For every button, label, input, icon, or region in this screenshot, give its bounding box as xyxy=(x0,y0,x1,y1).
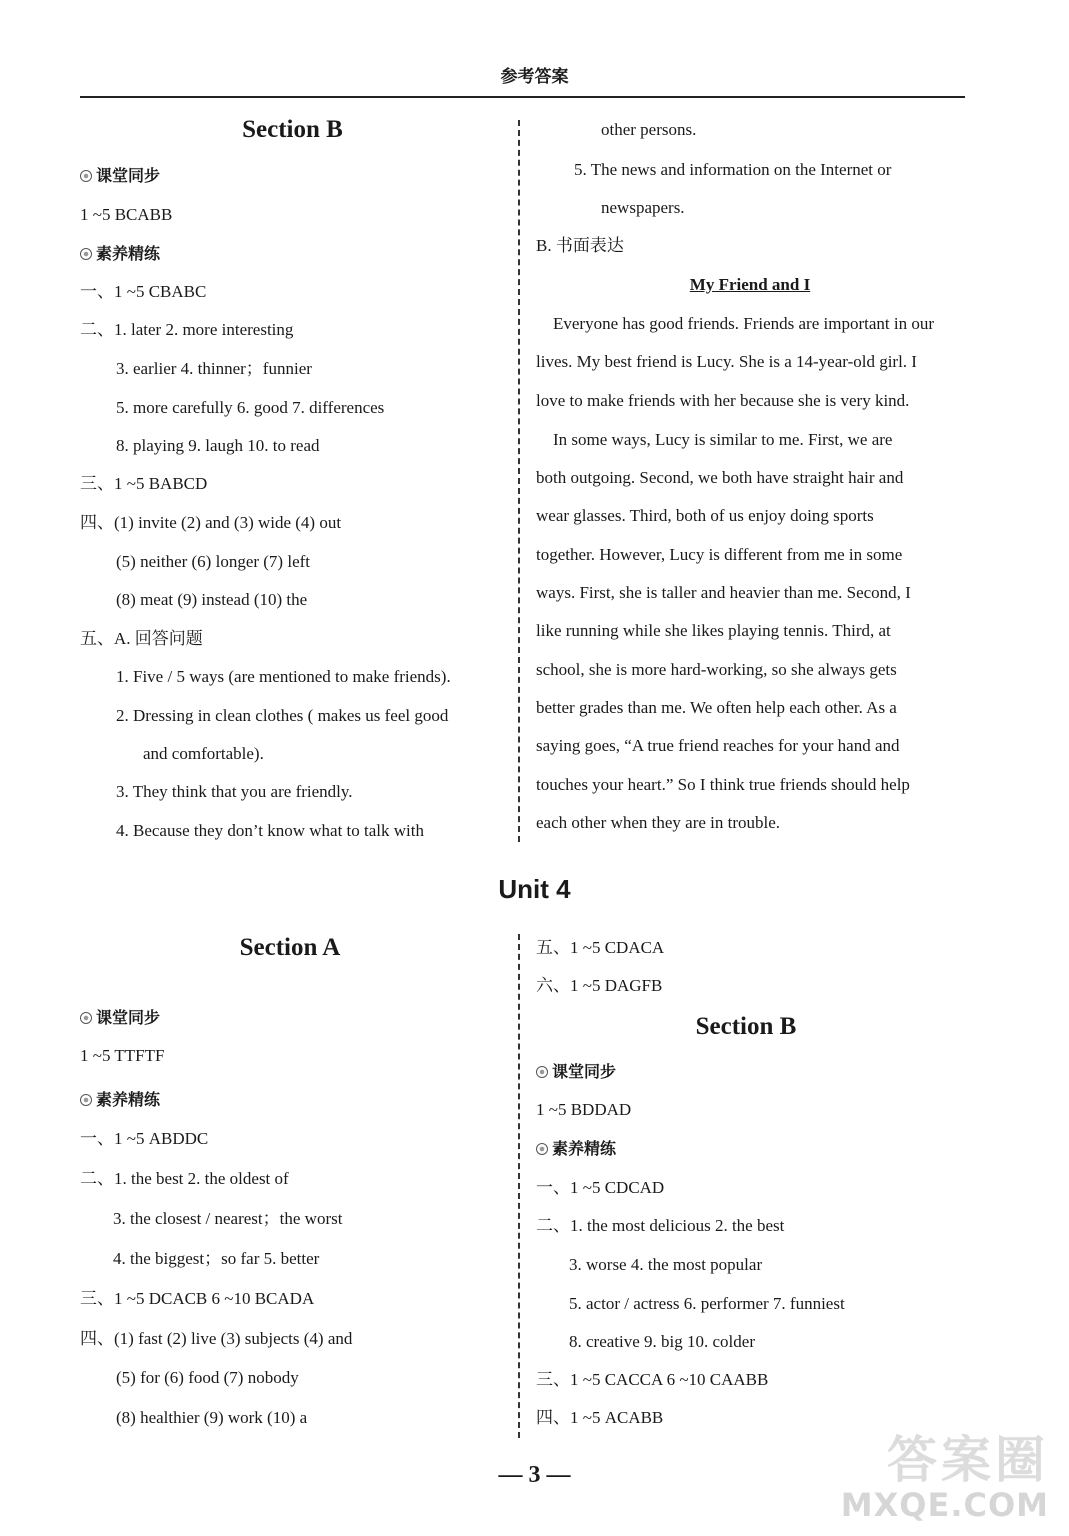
circle-bullet-icon xyxy=(536,1143,548,1155)
answer-line: 六、1 ~5 DAGFB xyxy=(536,976,663,995)
watermark-cn: 答案圈 xyxy=(887,1431,1049,1489)
answer-line: 二、1. later 2. more interesting xyxy=(80,320,294,339)
page-header-title: 参考答案 xyxy=(500,67,569,87)
circle-bullet-icon xyxy=(80,248,92,260)
answer-line: 五、1 ~5 CDACA xyxy=(536,938,665,957)
section-title-a: Section A xyxy=(239,934,341,961)
answer-line: (8) healthier (9) work (10) a xyxy=(116,1408,308,1427)
answer-line: 四、1 ~5 ACABB xyxy=(536,1408,664,1427)
subheading-label: 课堂同步 xyxy=(96,1008,161,1027)
answer-line: and comfortable). xyxy=(143,744,264,763)
section-title-b-top: Section B xyxy=(242,116,343,143)
essay-line: better grades than me. We often help each other. As a xyxy=(536,698,897,717)
answer-line: 四、(1) fast (2) live (3) subjects (4) and xyxy=(80,1329,353,1348)
answer-line: 一、1 ~5 ABDDC xyxy=(80,1129,209,1148)
answer-line: 8. playing 9. laugh 10. to read xyxy=(116,436,320,455)
answer-line: newspapers. xyxy=(601,198,685,217)
subheading-practice xyxy=(80,1081,160,1119)
answer-line: B. 书面表达 xyxy=(536,236,624,255)
essay-line: touches your heart.” So I think true friends should help xyxy=(536,775,910,794)
answer-line: 1 ~5 TTFTF xyxy=(80,1046,165,1065)
subheading-practice xyxy=(80,235,160,273)
essay-line: wear glasses. Third, both of us enjoy doing sports xyxy=(536,506,874,525)
answer-line: 1. Five / 5 ways (are mentioned to make friends). xyxy=(116,667,451,686)
essay-line: lives. My best friend is Lucy. She is a 14-year-old girl. I xyxy=(536,352,917,371)
unit-title: Unit 4 xyxy=(498,874,571,904)
essay-line: love to make friends with her because she is very kind. xyxy=(536,391,910,410)
answer-line: 5. actor / actress 6. performer 7. funniest xyxy=(569,1294,845,1313)
page-number: — 3 — xyxy=(498,1462,571,1488)
answer-line: 4. Because they don’t know what to talk with xyxy=(116,821,424,840)
answer-line: 3. earlier 4. thinner；funnier xyxy=(116,359,312,378)
essay-title: My Friend and I xyxy=(689,275,811,294)
section-title-b-bottom: Section B xyxy=(695,1013,797,1040)
circle-bullet-icon xyxy=(536,1066,548,1078)
circle-bullet-icon xyxy=(80,170,92,182)
answer-line: 3. They think that you are friendly. xyxy=(116,782,353,801)
answer-line: other persons. xyxy=(601,120,697,139)
subheading-label: 课堂同步 xyxy=(96,166,161,185)
answer-line: 4. the biggest；so far 5. better xyxy=(113,1249,320,1268)
answer-line: 二、1. the best 2. the oldest of xyxy=(80,1169,289,1188)
essay-line: each other when they are in trouble. xyxy=(536,813,781,832)
answer-line: 2. Dressing in clean clothes ( makes us feel good xyxy=(116,706,449,725)
essay-line: Everyone has good friends. Friends are important in our xyxy=(553,314,934,333)
answer-line: 一、1 ~5 CDCAD xyxy=(536,1178,665,1197)
header-rule xyxy=(80,96,965,98)
watermark-text: MXQE.COM xyxy=(840,1486,1049,1524)
answer-line: 二、1. the most delicious 2. the best xyxy=(536,1216,785,1235)
subheading-classroom-sync xyxy=(536,1053,616,1091)
essay-line: school, she is more hard-working, so she always gets xyxy=(536,660,897,679)
answer-line: 三、1 ~5 BABCD xyxy=(80,474,208,493)
subheading-practice xyxy=(536,1130,616,1168)
answer-line: 5. more carefully 6. good 7. differences xyxy=(116,398,385,417)
essay-line: together. However, Lucy is different from me in some xyxy=(536,545,903,564)
answer-line: 五、A. 回答问题 xyxy=(80,629,203,648)
essay-line: ways. First, she is taller and heavier than me. Second, I xyxy=(536,583,911,602)
subheading-label: 素养精练 xyxy=(552,1139,617,1158)
answer-line: 三、1 ~5 CACCA 6 ~10 CAABB xyxy=(536,1370,769,1389)
subheading-label: 素养精练 xyxy=(96,244,161,263)
answer-line: 1 ~5 BDDAD xyxy=(536,1100,632,1119)
essay-line: both outgoing. Second, we both have straight hair and xyxy=(536,468,904,487)
answer-line: 1 ~5 BCABB xyxy=(80,205,173,224)
answer-line: 三、1 ~5 DCACB 6 ~10 BCADA xyxy=(80,1289,315,1308)
column-divider-bottom xyxy=(518,934,520,1438)
subheading-label: 素养精练 xyxy=(96,1090,161,1109)
watermark-logo xyxy=(840,1420,1055,1530)
answer-line: 3. worse 4. the most popular xyxy=(569,1255,763,1274)
answer-line: (5) for (6) food (7) nobody xyxy=(116,1368,299,1387)
answer-line: 5. The news and information on the Internet or xyxy=(574,160,892,179)
subheading-label: 课堂同步 xyxy=(552,1062,617,1081)
essay-line: like running while she likes playing tennis. Third, at xyxy=(536,621,891,640)
answer-line: (5) neither (6) longer (7) left xyxy=(116,552,310,571)
circle-bullet-icon xyxy=(80,1094,92,1106)
answer-line: 3. the closest / nearest；the worst xyxy=(113,1209,343,1228)
essay-line: In some ways, Lucy is similar to me. First, we are xyxy=(553,430,893,449)
answer-line: 四、(1) invite (2) and (3) wide (4) out xyxy=(80,513,342,532)
answer-line: 8. creative 9. big 10. colder xyxy=(569,1332,755,1351)
answer-line: 一、1 ~5 CBABC xyxy=(80,282,207,301)
answer-line: (8) meat (9) instead (10) the xyxy=(116,590,308,609)
subheading-classroom-sync xyxy=(80,999,160,1037)
circle-bullet-icon xyxy=(80,1012,92,1024)
subheading-classroom-sync xyxy=(80,157,160,195)
essay-line: saying goes, “A true friend reaches for your hand and xyxy=(536,736,900,755)
column-divider-top xyxy=(518,120,520,842)
